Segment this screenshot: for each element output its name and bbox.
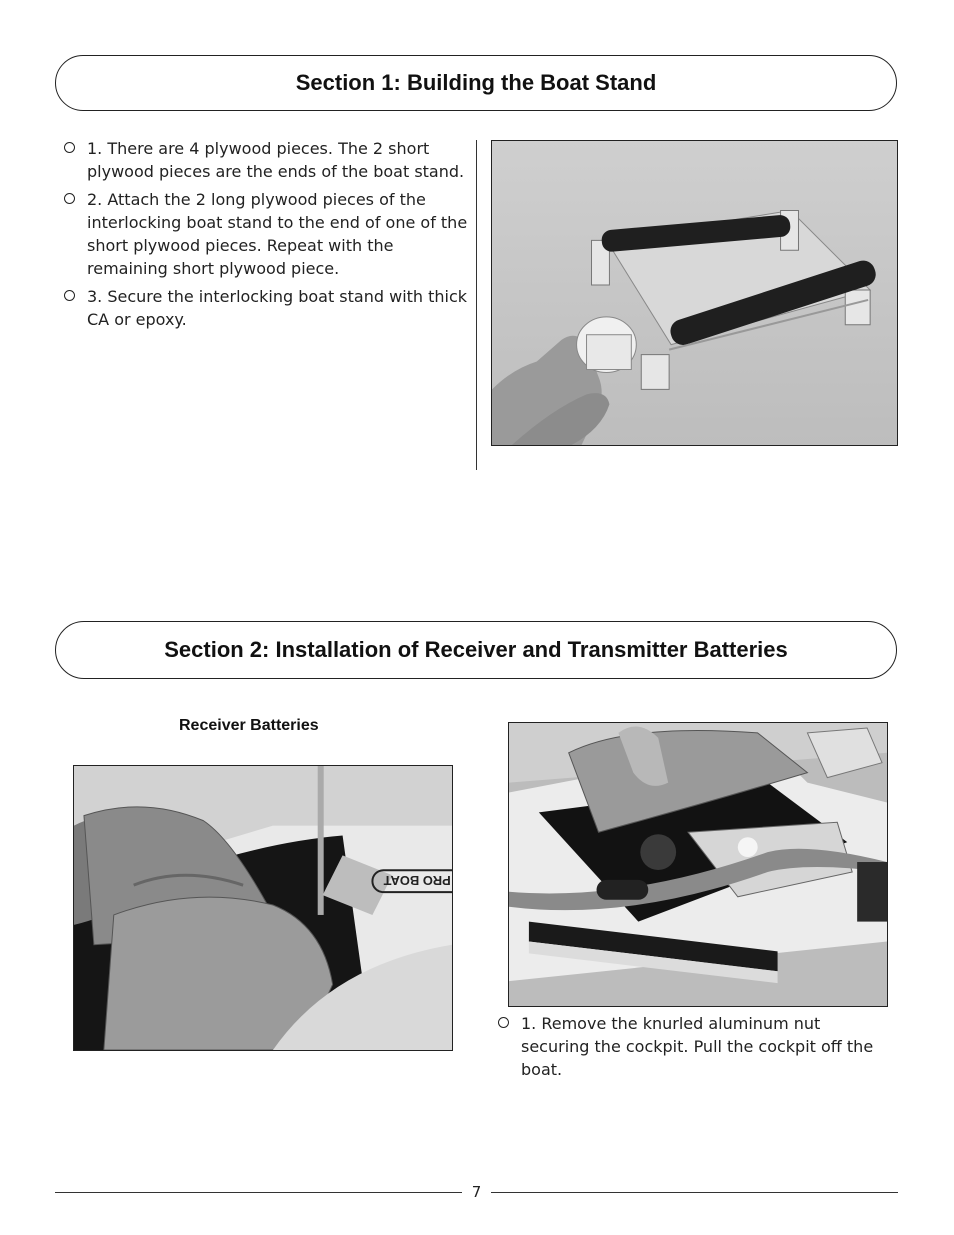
checkbox-circle-icon [64, 193, 75, 204]
checkbox-circle-icon [64, 142, 75, 153]
checkbox-circle-icon [64, 290, 75, 301]
page-number: 7 [471, 1183, 482, 1201]
cockpit-removal-photo [508, 722, 888, 1007]
footer-rule-right [491, 1192, 898, 1193]
step-text: 1. There are 4 plywood pieces. The 2 short plywood pieces are the ends of the boat stand. [87, 139, 465, 181]
boat-cockpit-top-photo [73, 765, 453, 1051]
boat-stand-photo [491, 140, 898, 446]
step-item [64, 137, 474, 183]
column-divider [476, 140, 477, 470]
section-1-title: Section 1: Building the Boat Stand [295, 70, 657, 95]
section-2-title: Section 2: Installation of Receiver and Transmitter Batteries [164, 637, 788, 662]
footer-rule-left [55, 1192, 462, 1193]
step-item [64, 188, 474, 280]
section-1-steps [64, 137, 474, 336]
step-item [498, 1012, 888, 1081]
step-text: 2. Attach the 2 long plywood pieces of the interlocking boat stand to the end of one of the short plywood pieces. Repeat with the remaining short plywood piece. [87, 190, 468, 278]
step-item [64, 285, 474, 331]
receiver-batteries-subheading: Receiver Batteries [179, 717, 319, 734]
section-1-header [55, 55, 897, 111]
section-2-header [55, 621, 897, 679]
section-2-steps [498, 1012, 888, 1086]
pro-boat-logo-text: PRO BOAT [383, 873, 451, 889]
step-text: 3. Secure the interlocking boat stand with thick CA or epoxy. [87, 287, 468, 329]
step-text: 1. Remove the knurled aluminum nut securing the cockpit. Pull the cockpit off the boat. [521, 1014, 874, 1079]
checkbox-circle-icon [498, 1017, 509, 1028]
